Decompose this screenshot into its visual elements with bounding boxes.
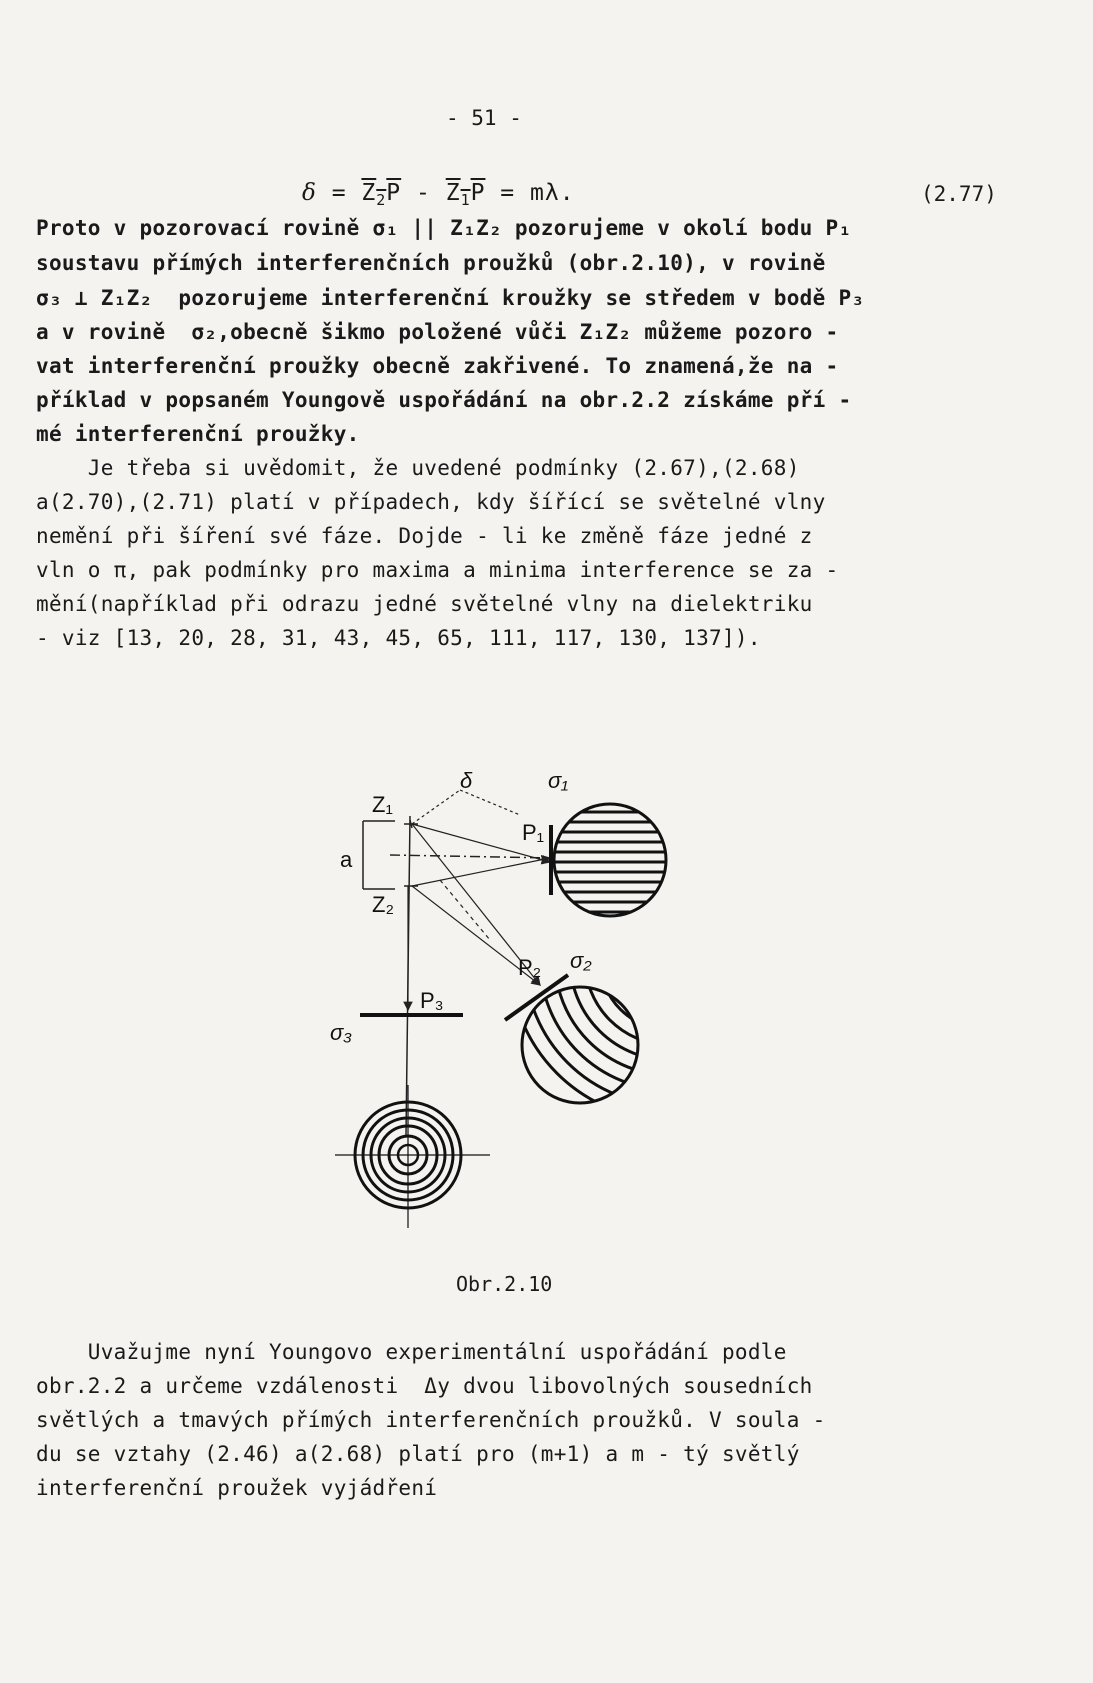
para2-line-2: a(2.70),(2.71) platí v případech, kdy šířící se světelné vlny	[36, 490, 826, 514]
para1-line-3: σ₃ ⊥ Z₁Z₂ pozorujeme interferenční kroužky se středem v bodě P₃	[36, 286, 865, 310]
para1-line-6: příklad v popsaném Youngově uspořádání na obr.2.2 získáme pří -	[36, 388, 852, 412]
page-number: - 51 -	[446, 106, 522, 130]
figure-caption: Obr.2.10	[456, 1272, 553, 1296]
label-a: a	[340, 847, 353, 872]
eq-term1-sub: 2	[376, 191, 387, 209]
ray-delta	[460, 790, 520, 815]
fringe-pattern-curved	[510, 800, 830, 1120]
para1-line-7: mé interferenční proužky.	[36, 422, 360, 446]
equation-number: (2.77)	[921, 182, 997, 206]
label-sigma3: σ₃	[330, 1020, 352, 1045]
fringe-pattern-rings	[335, 1085, 490, 1228]
para2-line-6: - viz [13, 20, 28, 31, 43, 45, 65, 111, 117, 130, 137]).	[36, 626, 761, 650]
para1-line-2: soustavu přímých interferenčních proužků (obr.2.10), v rovině	[36, 251, 826, 275]
para2-line-4: vln o π, pak podmínky pro maxima a minima interference se za -	[36, 558, 839, 582]
label-z2: Z₂	[372, 892, 394, 917]
label-delta: δ	[460, 768, 473, 793]
eq-delta: δ	[302, 180, 317, 206]
eq-term2-p: P	[470, 180, 486, 206]
eq-lhs: =	[316, 180, 362, 206]
eq-minus: -	[401, 180, 446, 206]
para3-line-2: obr.2.2 a určeme vzdálenosti Δy dvou libovolných sousedních	[36, 1374, 813, 1398]
ray-z2-p1	[412, 858, 550, 886]
eq-rhs: = mλ.	[485, 180, 575, 206]
para3-line-1: Uvažujme nyní Youngovo experimentální uspořádání podle	[36, 1340, 787, 1364]
label-sigma1: σ₁	[548, 768, 569, 793]
ray-dashed-mid	[440, 880, 490, 940]
label-p3: P₃	[420, 988, 444, 1013]
para2-line-1: Je třeba si uvědomit, že uvedené podmínky (2.67),(2.68)	[36, 456, 800, 480]
para1-line-4: a v rovině σ₂,obecně šikmo položené vůči Z₁Z₂ můžeme pozoro -	[36, 320, 839, 344]
para1-line-5: vat interferenční proužky obecně zakřivené. To znamená,že na -	[36, 354, 839, 378]
para2-line-3: nemění při šíření své fáze. Dojde - li ke změně fáze jedné z	[36, 524, 813, 548]
eq-term2-sub: 1	[460, 191, 471, 209]
eq-term1-z: Z	[361, 180, 377, 206]
eq-term2-z: Z	[445, 180, 461, 206]
para2-line-5: mění(například při odrazu jedné světelné vlny na dielektriku	[36, 592, 813, 616]
para1-line-1: Proto v pozorovací rovině σ₁ || Z₁Z₂ pozorujeme v okolí bodu P₁	[36, 216, 852, 240]
ray-z1-up	[412, 790, 460, 824]
label-p2: P₂	[518, 955, 542, 980]
label-sigma2: σ₂	[570, 948, 592, 973]
para3-line-4: du se vztahy (2.46) a(2.68) platí pro (m+1) a m - tý světlý	[36, 1442, 800, 1466]
label-p1: P₁	[522, 820, 545, 845]
para3-line-3: světlých a tmavých přímých interferenčních proužků. V soula -	[36, 1408, 826, 1432]
label-z1: Z₁	[372, 792, 393, 817]
eq-term1-p: P	[386, 180, 402, 206]
para3-line-5: interferenční proužek vyjádření	[36, 1476, 438, 1500]
